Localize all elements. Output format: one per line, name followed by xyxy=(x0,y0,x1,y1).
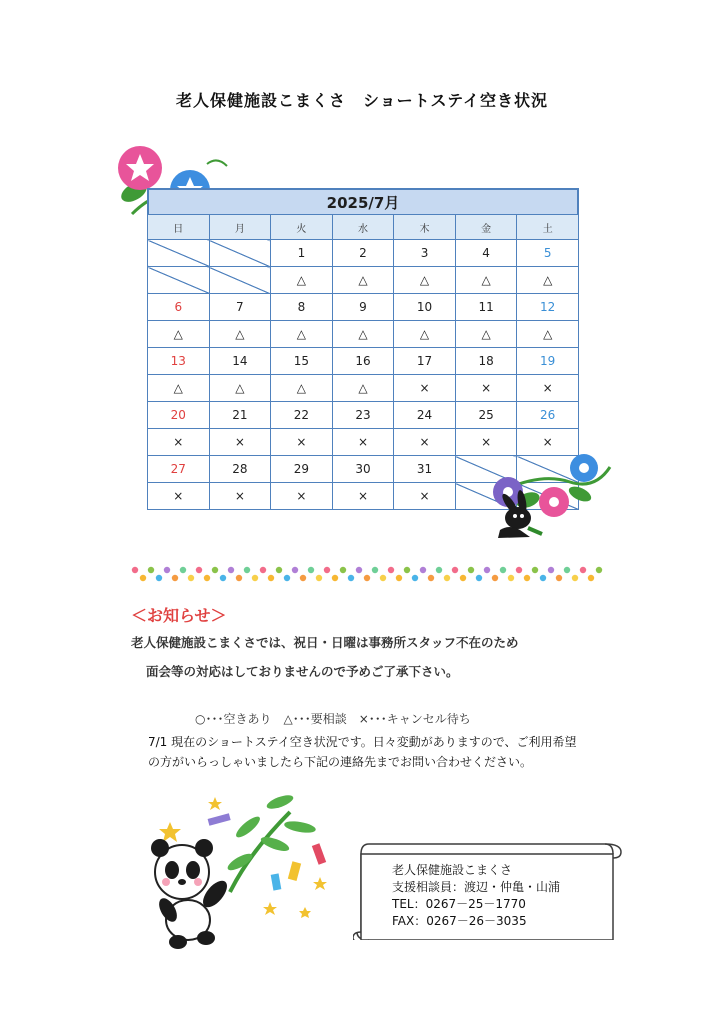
calendar-status-cell xyxy=(148,267,210,294)
contact-staff: 支援相談員：渡辺・仲亀・山浦 xyxy=(392,880,561,894)
divider-dot xyxy=(548,567,554,573)
notice-text-line2: 面会等の対応はしておりませんので予めご了承下さい。 xyxy=(146,664,459,679)
calendar-date-cell: 24 xyxy=(394,402,456,429)
calendar-date-row xyxy=(148,348,579,375)
calendar-status-cell: △ xyxy=(209,375,271,402)
calendar-date-cell: 11 xyxy=(455,294,517,321)
calendar-status-cell: △ xyxy=(148,375,210,402)
calendar-date-cell: 14 xyxy=(209,348,271,375)
divider-dot xyxy=(476,575,482,581)
divider-dot xyxy=(556,575,562,581)
calendar-date-cell: 6 xyxy=(148,294,210,321)
divider-dot xyxy=(308,567,314,573)
divider-dot xyxy=(404,567,410,573)
divider-dot xyxy=(428,575,434,581)
calendar-date-cell: 22 xyxy=(271,402,333,429)
divider-dot xyxy=(492,575,498,581)
calendar-date-cell: 8 xyxy=(271,294,333,321)
divider-dot xyxy=(260,567,266,573)
calendar-date-cell: 2 xyxy=(332,240,394,267)
contact-tel: TEL：0267－25－1770 xyxy=(392,897,526,911)
divider-dot xyxy=(420,567,426,573)
divider-dot xyxy=(372,567,378,573)
divider-dot xyxy=(412,575,418,581)
weekday-sat: 土 xyxy=(517,215,579,240)
calendar-date-cell: 17 xyxy=(394,348,456,375)
calendar-date-cell: 26 xyxy=(517,402,579,429)
divider-dot xyxy=(348,575,354,581)
divider-dot xyxy=(524,575,530,581)
calendar-date-cell: 29 xyxy=(271,456,333,483)
calendar-status-cell: △ xyxy=(455,321,517,348)
calendar-status-cell: × xyxy=(271,429,333,456)
calendar-status-cell: △ xyxy=(148,321,210,348)
dot-divider xyxy=(131,565,609,583)
calendar-status-cell: △ xyxy=(394,267,456,294)
calendar-date-cell: 16 xyxy=(332,348,394,375)
divider-dot xyxy=(292,567,298,573)
calendar-status-cell: △ xyxy=(517,267,579,294)
divider-dot xyxy=(212,567,218,573)
calendar-date-cell xyxy=(148,240,210,267)
calendar-date-cell: 30 xyxy=(332,456,394,483)
calendar-status-row xyxy=(148,321,579,348)
calendar-date-cell: 12 xyxy=(517,294,579,321)
calendar-status-cell: × xyxy=(148,429,210,456)
divider-dot xyxy=(244,567,250,573)
panda-tanabata-illustration xyxy=(130,782,345,952)
calendar-status-cell: × xyxy=(455,375,517,402)
divider-dot xyxy=(460,575,466,581)
divider-dot xyxy=(332,575,338,581)
calendar-date-cell xyxy=(209,240,271,267)
divider-dot xyxy=(364,575,370,581)
calendar-date-cell: 19 xyxy=(517,348,579,375)
status-note-line1: 7/1 現在のショートステイ空き状況です。日々変動がありますので、ご利用希望 xyxy=(148,735,577,749)
divider-dot xyxy=(276,567,282,573)
divider-dot xyxy=(484,567,490,573)
divider-dot xyxy=(468,567,474,573)
divider-dot xyxy=(572,575,578,581)
contact-info xyxy=(392,862,560,930)
contact-facility-name: 老人保健施設こまくさ xyxy=(392,863,513,877)
divider-dot xyxy=(500,567,506,573)
divider-dot xyxy=(228,567,234,573)
calendar-date-cell: 31 xyxy=(394,456,456,483)
calendar-status-cell: × xyxy=(332,429,394,456)
calendar-status-row xyxy=(148,375,579,402)
divider-dot xyxy=(236,575,242,581)
calendar-status-cell: △ xyxy=(455,267,517,294)
calendar-status-cell: × xyxy=(394,375,456,402)
divider-dot xyxy=(164,567,170,573)
calendar-date-cell: 9 xyxy=(332,294,394,321)
calendar-status-cell: △ xyxy=(271,321,333,348)
divider-dot xyxy=(268,575,274,581)
calendar-status-row xyxy=(148,267,579,294)
calendar-date-cell: 27 xyxy=(148,456,210,483)
weekday-mon: 月 xyxy=(209,215,271,240)
calendar-date-cell: 25 xyxy=(455,402,517,429)
divider-dot xyxy=(564,567,570,573)
calendar-date-row xyxy=(148,240,579,267)
calendar-status-cell: △ xyxy=(271,267,333,294)
calendar-status-cell: △ xyxy=(332,267,394,294)
divider-dot xyxy=(132,567,138,573)
calendar-date-cell: 20 xyxy=(148,402,210,429)
calendar-status-cell: △ xyxy=(209,321,271,348)
calendar-status-cell: × xyxy=(332,483,394,510)
divider-dot xyxy=(508,575,514,581)
divider-dot xyxy=(252,575,258,581)
divider-dot xyxy=(196,567,202,573)
calendar-status-cell: × xyxy=(394,429,456,456)
notice-text-line1: 老人保健施設こまくさでは、祝日・日曜は事務所スタッフ不在のため xyxy=(131,635,519,650)
divider-dot xyxy=(324,567,330,573)
divider-dot xyxy=(452,567,458,573)
status-legend: ○･･･空きあり △･･･要相談 ×･･･キャンセル待ち xyxy=(195,712,471,726)
divider-dot xyxy=(148,567,154,573)
calendar-status-cell: △ xyxy=(332,375,394,402)
divider-dot xyxy=(188,575,194,581)
contact-fax: FAX：0267－26－3035 xyxy=(392,914,527,928)
calendar-date-cell: 13 xyxy=(148,348,210,375)
calendar-status-cell: △ xyxy=(332,321,394,348)
calendar-date-cell: 21 xyxy=(209,402,271,429)
calendar-status-cell: △ xyxy=(394,321,456,348)
divider-dot xyxy=(172,575,178,581)
calendar-status-cell: × xyxy=(455,429,517,456)
calendar-status-cell: △ xyxy=(517,321,579,348)
divider-dot xyxy=(532,567,538,573)
calendar-status-cell: × xyxy=(209,429,271,456)
divider-dot xyxy=(340,567,346,573)
divider-dot xyxy=(540,575,546,581)
weekday-fri: 金 xyxy=(455,215,517,240)
divider-dot xyxy=(156,575,162,581)
divider-dot xyxy=(388,567,394,573)
divider-dot xyxy=(444,575,450,581)
calendar-status-cell: × xyxy=(148,483,210,510)
calendar-date-cell: 18 xyxy=(455,348,517,375)
divider-dot xyxy=(220,575,226,581)
divider-dot xyxy=(516,567,522,573)
divider-dot xyxy=(596,567,602,573)
calendar-date-row xyxy=(148,294,579,321)
divider-dot xyxy=(140,575,146,581)
status-note-line2: の方がいらっしゃいましたら下記の連絡先までお問い合わせください。 xyxy=(148,755,533,769)
calendar-status-cell: △ xyxy=(271,375,333,402)
calendar-status-cell: × xyxy=(209,483,271,510)
calendar-date-cell: 1 xyxy=(271,240,333,267)
divider-dot xyxy=(204,575,210,581)
weekday-thu: 木 xyxy=(394,215,456,240)
divider-dot xyxy=(284,575,290,581)
calendar-date-cell: 15 xyxy=(271,348,333,375)
calendar-date-cell: 28 xyxy=(209,456,271,483)
page-title: 老人保健施設こまくさ ショートステイ空き状況 xyxy=(175,91,549,110)
calendar-date-cell: 3 xyxy=(394,240,456,267)
rabbit-morning-glory-decoration xyxy=(470,452,615,544)
calendar-date-cell: 7 xyxy=(209,294,271,321)
divider-dot xyxy=(316,575,322,581)
calendar-status-cell xyxy=(209,267,271,294)
calendar-status-cell: × xyxy=(517,429,579,456)
divider-dot xyxy=(436,567,442,573)
weekday-sun: 日 xyxy=(148,215,210,240)
calendar-date-cell: 10 xyxy=(394,294,456,321)
weekday-tue: 火 xyxy=(271,215,333,240)
calendar-date-cell: 5 xyxy=(517,240,579,267)
calendar-status-cell: × xyxy=(517,375,579,402)
divider-dot xyxy=(588,575,594,581)
calendar-status-cell: × xyxy=(271,483,333,510)
weekday-wed: 水 xyxy=(332,215,394,240)
divider-dot xyxy=(300,575,306,581)
calendar-date-row xyxy=(148,402,579,429)
weekday-row xyxy=(148,215,579,240)
divider-dot xyxy=(580,567,586,573)
divider-dot xyxy=(396,575,402,581)
divider-dot xyxy=(380,575,386,581)
divider-dot xyxy=(356,567,362,573)
calendar-date-cell: 23 xyxy=(332,402,394,429)
calendar-status-cell: × xyxy=(394,483,456,510)
calendar-date-cell: 4 xyxy=(455,240,517,267)
notice-heading: ＜お知らせ＞ xyxy=(131,606,227,625)
divider-dot xyxy=(180,567,186,573)
calendar-month-title: 2025/7月 xyxy=(147,188,579,214)
